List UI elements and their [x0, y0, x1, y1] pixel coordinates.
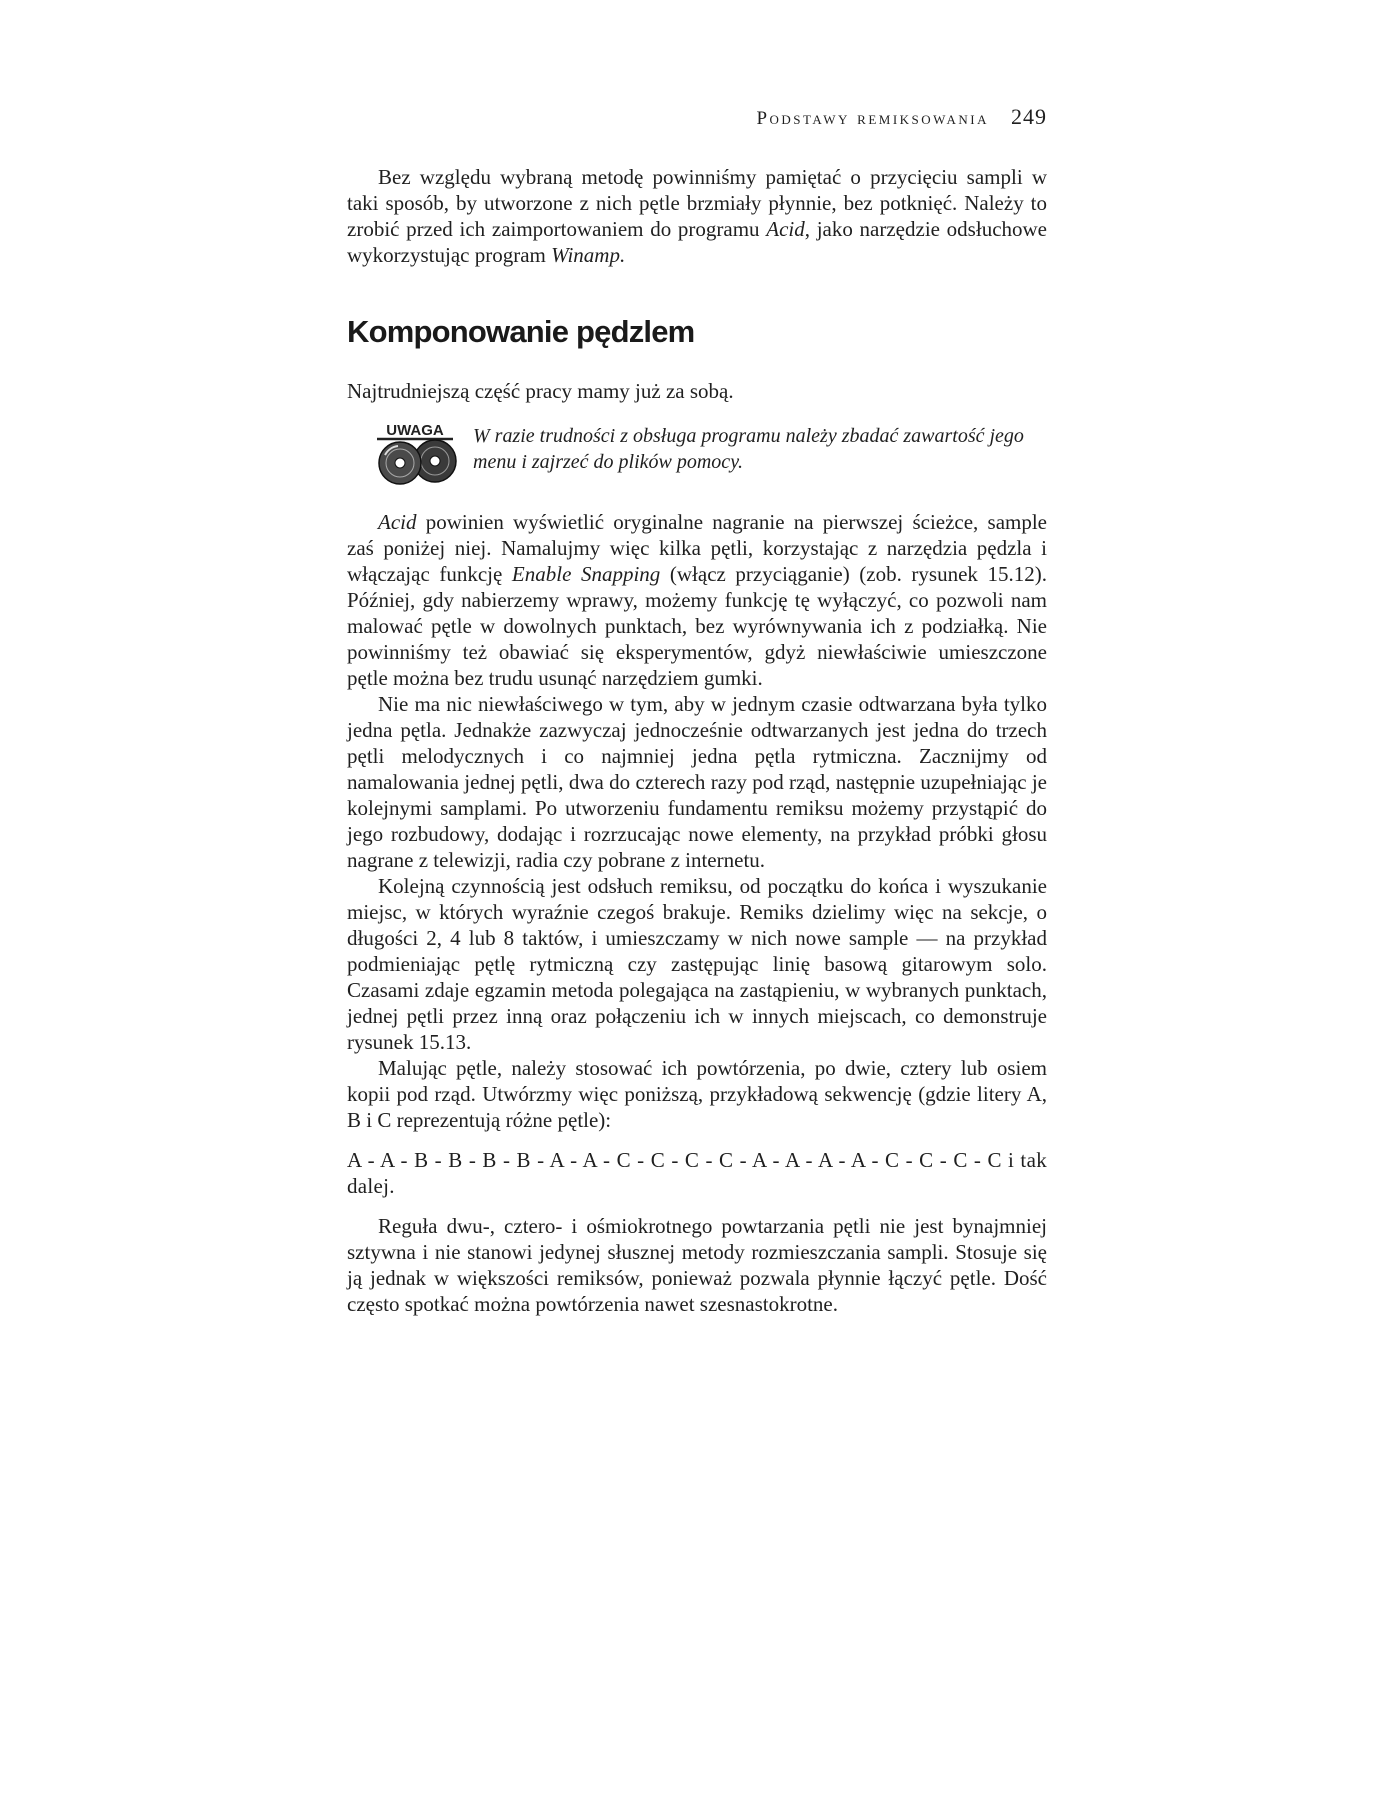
paragraph-4: Kolejną czynnością jest odsłuch remiksu, od początku do końca i wyszukanie miejsc, w których wyraźnie czegoś brakuje. Remiks dzielimy więc na sekcje, o długości 2, 4 lub 8 taktów, i umieszczamy w nich nowe sample — na przykład podmieniając pętlę rytmiczną czy zastępując linię basową gitarowym solo. Czasami zdaje egzamin metoda polegająca na zastąpieniu, w wybranych punktach, jednej pętli przez inną oraz połączeniu ich w innych miejscach, co demonstruje rysunek 15.13.	[347, 874, 1047, 1054]
book-page	[347, 100, 1047, 1317]
paragraph-6: Reguła dwu-, cztero- i ośmiokrotnego powtarzania pętli nie jest bynajmniej sztywna i nie stanowi jedynej słusznej metody rozmieszczania sampli. Stosuje się ją jednak w większości remiksów, ponieważ pozwala płynnie łączyć pętle. Dość często spotkać można powtórzenia nawet szesnastokrotne.	[347, 1214, 1047, 1316]
loop-sequence: A - A - B - B - B - B - A - A - C - C - C - C - A - A - A - A - C - C - C - C i tak dalej.	[347, 1148, 1047, 1198]
paragraph-5: Malując pętle, należy stosować ich powtórzenia, po dwie, cztery lub osiem kopii pod rząd. Utwórzmy więc poniższą, przykładową sekwencję (gdzie litery A, B i C reprezentują różne pętle):	[347, 1056, 1047, 1132]
paragraph-1-text: Bez względu wybraną metodę powinniśmy pamiętać o przycięciu sampli w taki sposób, by utworzone z nich pętle brzmiały płynnie, bez potknięć. Należy to zrobić przed ich zaimportowaniem do programu	[347, 165, 1047, 241]
paragraph-3: Nie ma nic niewłaściwego w tym, aby w jednym czasie odtwarzana była tylko jedna pętla. Jednakże zazwyczaj jednocześnie odtwarzanych jest jedna do trzech pętli melodycznych i co najmniej jedna pętla rytmiczna. Zacznijmy od namalowania jednej pętli, dwa do czterech razy pod rząd, następnie uzupełniając je kolejnymi samplami. Po utworzeniu fundamentu remiksu możemy przystąpić do jego rozbudowy, dodając i rozrzucając nowe elementy, na przykład próbki głosu nagrane z telewizji, radia czy pobrane z internetu.	[347, 692, 1047, 872]
program-name-acid-2: Acid	[378, 510, 417, 534]
note-label: UWAGA	[386, 422, 444, 439]
lead-paragraph: Najtrudniejszą część pracy mamy już za sobą.	[347, 379, 734, 403]
page-number: 249	[1011, 104, 1047, 129]
program-name-acid: Acid	[766, 217, 805, 241]
section-heading: Komponowanie pędzlem	[347, 314, 695, 349]
feature-name-enable-snapping: Enable Snapping	[511, 562, 661, 586]
paragraph-1	[347, 164, 1047, 268]
paragraph-2	[347, 509, 1047, 691]
running-header	[347, 100, 1047, 134]
paragraph-2-text-a: powinien wyświetlić oryginalne nagranie na pierwszej ścieżce, sample zaś poniżej niej. Namalujmy więc kilka pętli, korzystając z narzędzia pędzla i włączając funkcję	[347, 510, 1047, 586]
paragraph-1-text-mid: , jako narzędzie odsłuchowe wykorzystując program	[347, 217, 1047, 267]
note-text: W razie trudności z obsługa programu należy zbadać zawartość jego menu i zajrzeć do plików pomocy.	[473, 425, 1024, 473]
running-title: Podstawy remiksowania	[756, 108, 989, 129]
paragraph-2-text-b: (włącz przyciąganie) (zob. rysunek 15.12). Później, gdy nabierzemy wprawy, możemy funkcję tę wyłączyć, co pozwoli nam malować pętle w dowolnych punktach, bez wyrównywania ich z podziałką. Nie powinniśmy też obawiać się eksperymentów, gdyż niewłaściwie umieszczone pętle można bez trudu usunąć narzędziem gumki.	[347, 562, 1047, 690]
note-box	[347, 421, 1047, 485]
note-cd-icon	[365, 421, 465, 485]
program-name-winamp: Winamp.	[551, 243, 626, 267]
